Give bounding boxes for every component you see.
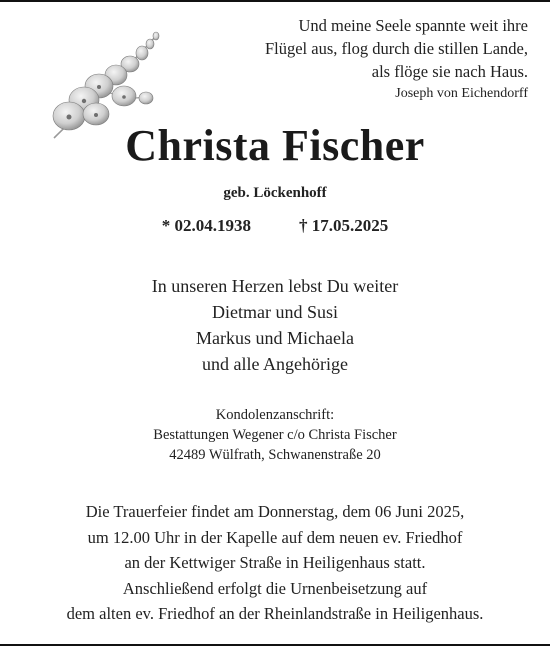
life-dates: [0, 216, 550, 236]
condolence-heading: Kondolenzanschrift:: [215, 407, 335, 423]
funeral-details: [0, 499, 550, 627]
birth-name: geb. Löckenhoff: [223, 185, 327, 201]
top-border: [0, 0, 550, 2]
birth-date: * 02.04.1938: [161, 216, 251, 235]
family-line: und alle Angehörige: [202, 354, 348, 374]
poem-line: Und meine Seele spannte weit ihre: [298, 16, 528, 35]
poem-author: Joseph von Eichendorff: [395, 86, 528, 101]
condolence-line: Bestattungen Wegener c/o Christa Fischer: [153, 427, 397, 443]
funeral-line: Anschließend erfolgt die Urnenbeisetzung auf: [122, 578, 428, 598]
poem-quote: [265, 14, 528, 104]
family-line: Markus und Michaela: [196, 328, 354, 348]
condolence-line: 42489 Wülfrath, Schwanenstraße 20: [169, 447, 381, 463]
funeral-line: dem alten ev. Friedhof an der Rheinlandstraße in Heiligenhaus.: [66, 604, 484, 623]
deceased-name: Christa Fischer: [125, 121, 425, 170]
family-line: Dietmar und Susi: [212, 302, 338, 322]
family-line: In unseren Herzen lebst Du weiter: [151, 276, 399, 296]
funeral-line: um 12.00 Uhr in der Kapelle auf dem neuen ev. Friedhof: [87, 527, 463, 547]
funeral-line: an der Kettwiger Straße in Heiligenhaus statt.: [124, 553, 426, 572]
family-mourners: [0, 273, 550, 377]
funeral-line: Die Trauerfeier findet am Donnerstag, dem 06 Juni 2025,: [85, 502, 465, 521]
death-date: † 17.05.2025: [299, 216, 389, 235]
poem-line: als flöge sie nach Haus.: [371, 62, 528, 81]
poem-line: Flügel aus, flog durch die stillen Lande,: [264, 39, 528, 58]
condolence-address: [0, 405, 550, 465]
